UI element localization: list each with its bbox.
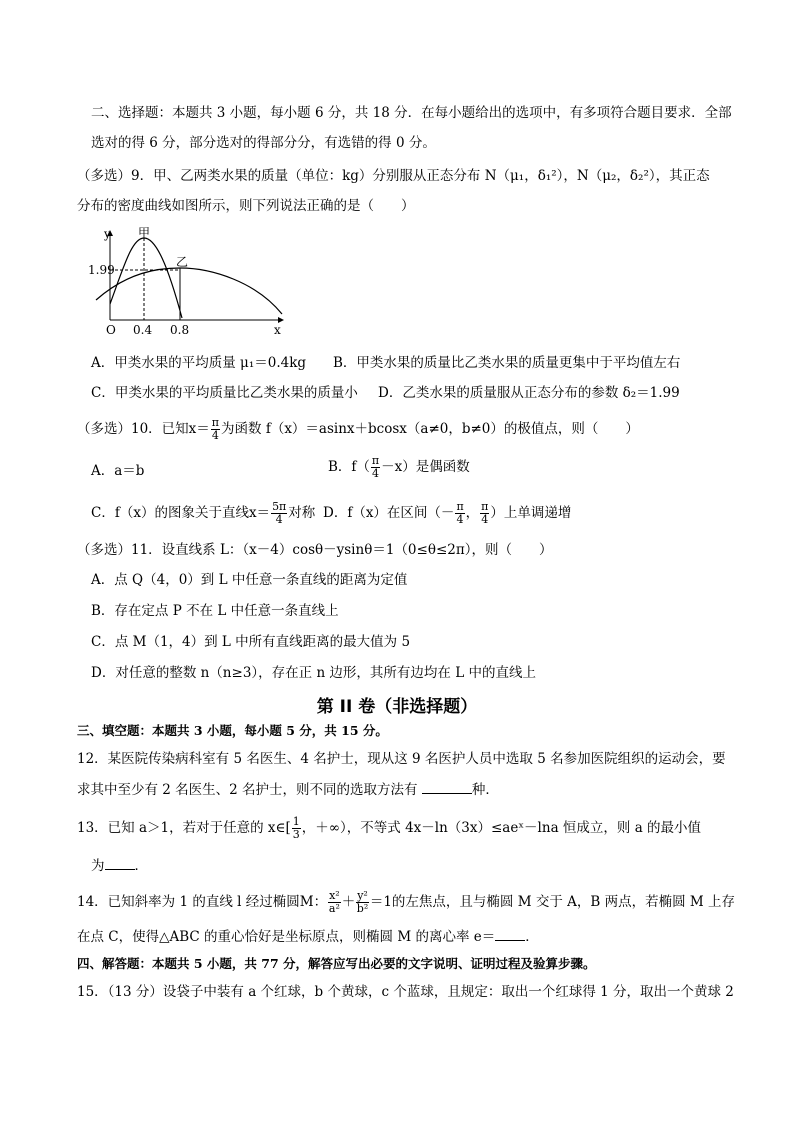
q10-d-frac2-den: 4 [481, 513, 489, 526]
q10-option-b [328, 452, 470, 482]
q11-option-c: C．点 M（1，4）到 L 中所有直线距离的最大值为 5 [91, 634, 411, 650]
q14-fraction-y [356, 890, 369, 915]
curve-yi-label: 乙 [176, 255, 189, 269]
q13-frac-num: 1 [292, 815, 300, 828]
y-axis-label: y [104, 227, 111, 241]
q13-fraction [292, 816, 301, 841]
q9-option-b: B．甲类水果的质量比乙类水果的质量更集中于平均值左右 [333, 355, 681, 371]
q10-d-fraction1 [455, 501, 464, 526]
q10-d-post: ）上单调递增 [490, 505, 572, 521]
q14-f1-den: a² [328, 902, 340, 915]
curve-jia [110, 238, 182, 318]
q10-b-pre: B．f（ [328, 459, 370, 475]
q14-line1 [77, 886, 735, 918]
q15-line1: 15．（13 分）设袋子中装有 a 个红球，b 个黄球，c 个蓝球，且规定：取出一个红球得 1 分，取出一个黄球 2 [77, 984, 734, 1000]
section4-header: 四、解答题：本题共 5 小题，共 77 分，解答应写出必要的文字说明、证明过程及验算步骤。 [77, 956, 596, 971]
q10-d-pre: D．f（x）在区间（－ [323, 505, 455, 521]
section2-header-line2: 选对的得 6 分，部分选对的得部分分，有选错的得 0 分。 [91, 135, 436, 151]
q10-d-frac1-den: 4 [456, 513, 464, 526]
q9-option-a: A．甲类水果的平均质量 μ₁＝0.4kg [91, 355, 307, 371]
q12-answer-blank[interactable] [422, 781, 472, 794]
q10-stem [77, 414, 639, 444]
q14-f2-num: y² [357, 889, 368, 902]
q9-stem-line2: 分布的密度曲线如图所示，则下列说法正确的是（ ） [77, 198, 415, 214]
q10-frac-den: 4 [211, 429, 219, 442]
q14-plus: ＋ [341, 894, 356, 910]
q12-line1: 12．某医院传染病科室有 5 名医生、4 名护士，现从这 9 名医护人员中选取 5 名参加医院组织的运动会，要 [77, 751, 726, 767]
q13-end: ． [134, 858, 148, 874]
curve-jia-label: 甲 [138, 226, 151, 240]
q10-d-fraction2 [480, 501, 489, 526]
q10-c-frac-den: 4 [275, 513, 283, 526]
q14-fraction-x [328, 890, 341, 915]
ytick-label: 1.99 [88, 263, 115, 277]
q13-frac-den: 3 [292, 828, 300, 841]
q12-line2 [77, 781, 499, 799]
q10-c-frac-num: 5π [272, 500, 287, 513]
q11-stem: （多选）11．设直线系 L：（x－4）cosθ－ysinθ＝1（0≤θ≤2π），则（ ） [77, 542, 553, 558]
curve-yi [96, 268, 282, 314]
q10-b-fraction [371, 455, 380, 480]
q14-pre: 14．已知斜率为 1 的直线 l 经过椭圆M： [77, 894, 328, 910]
q13-line1 [77, 812, 701, 844]
q10-c-post: 对称 [288, 505, 316, 521]
q10-stem-post: 为函数 f（x）＝asinx＋bcosx（a≠0，b≠0）的极值点，则（ ） [221, 421, 639, 437]
q13-line2-text: 为 [91, 858, 105, 874]
q10-b-post: －x）是偶函数 [381, 459, 470, 475]
q10-b-frac-den: 4 [372, 467, 380, 480]
q13-line2 [91, 857, 148, 875]
part2-title: 第 II 卷（非选择题） [316, 697, 478, 717]
q10-option-d [323, 498, 571, 528]
q14-end: ． [525, 929, 539, 945]
q14-post: ＝1的左焦点，且与椭圆 M 交于 A，B 两点，若椭圆 M 上存 [369, 894, 735, 910]
section2-header-line1: 二、选择题：本题共 3 小题，每小题 6 分，共 18 分．在每小题给出的选项中，有多项符合题目要求．全部 [91, 105, 732, 121]
q11-option-d: D．对任意的整数 n（n≥3），存在正 n 边形，其所有边均在 L 中的直线上 [91, 665, 536, 681]
x-axis-label: x [274, 323, 281, 337]
xtick-label-0.4: 0.4 [133, 323, 153, 337]
q14-line2-text: 在点 C，使得△ABC 的重心恰好是坐标原点，则椭圆 M 的离心率 e＝ [77, 929, 496, 945]
q10-c-fraction [271, 501, 287, 526]
q13-post: ，＋∞），不等式 4x－ln（3x）≤aeˣ－lna 恒成立，则 a 的最小值 [301, 820, 702, 836]
q13-pre: 13．已知 a＞1，若对于任意的 x∈[ [77, 820, 291, 836]
q10-d-mid: ， [465, 505, 480, 521]
section3-header: 三、填空题：本题共 3 小题，每小题 5 分，共 15 分。 [77, 723, 388, 738]
q10-d-frac1-num: π [456, 500, 464, 513]
normal-density-chart [88, 226, 288, 338]
q12-line2-end: 种． [471, 782, 499, 798]
q10-frac-num: π [211, 416, 220, 429]
q9-option-c: C．甲类水果的平均质量比乙类水果的质量小 [91, 385, 358, 401]
q14-f1-num: x² [329, 889, 340, 902]
q9-option-d: D．乙类水果的质量服从正态分布的参数 δ₂＝1.99 [378, 385, 680, 401]
q10-c-pre: C．f（x）的图象关于直线x＝ [91, 505, 271, 521]
q14-f2-den: b² [356, 902, 369, 915]
q13-answer-blank[interactable] [105, 857, 135, 870]
q14-answer-blank[interactable] [495, 928, 525, 941]
xtick-label-0.8: 0.8 [170, 323, 190, 337]
q10-stem-pre: （多选）10．已知x＝ [77, 421, 210, 437]
q10-fraction [211, 417, 220, 442]
q10-option-c [91, 498, 315, 528]
q10-d-frac2-num: π [481, 500, 489, 513]
q11-option-a: A．点 Q（4，0）到 L 中任意一条直线的距离为定值 [91, 572, 408, 588]
q12-line2-text: 求其中至少有 2 名医生、2 名护士，则不同的选取方法有 [77, 782, 418, 798]
q9-stem-line1: （多选）9．甲、乙两类水果的质量（单位：kg）分别服从正态分布 N（μ₁，δ₁²），N（μ₂，δ₂²），其正态 [77, 168, 710, 184]
q11-option-b: B．存在定点 P 不在 L 中任意一条直线上 [91, 603, 339, 619]
q10-b-frac-num: π [371, 454, 380, 467]
q10-option-a: A．a＝b [91, 463, 145, 479]
origin-label: O [106, 323, 116, 337]
q14-line2 [77, 928, 539, 946]
